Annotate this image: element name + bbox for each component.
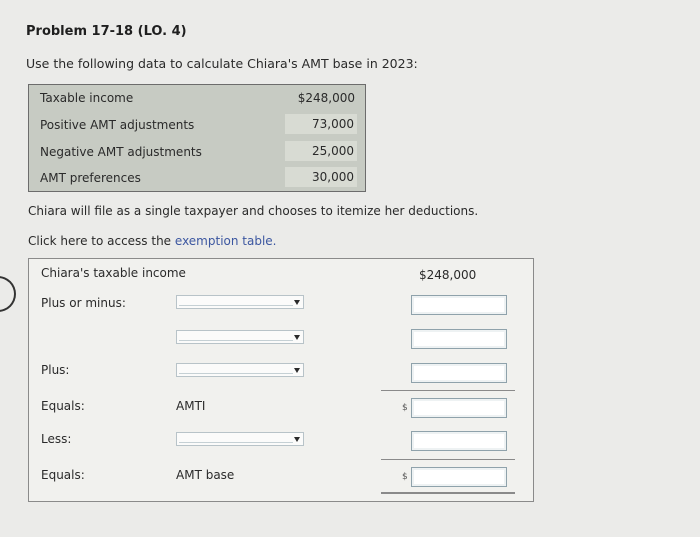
access-prefix: Click here to access the [28,234,175,248]
plus-or-minus-label: Plus or minus: [41,296,126,310]
deduction-select[interactable] [176,432,304,446]
table-row [29,85,365,111]
calculation-panel [28,258,534,502]
amti-input[interactable] [411,398,507,418]
amount-input-3[interactable] [411,363,507,383]
amount-input-1[interactable] [411,295,507,315]
adjustment-select-3[interactable] [176,363,304,377]
row-label: Negative AMT adjustments [40,145,202,159]
data-table [28,84,366,192]
row-value: 25,000 [285,141,357,161]
equals-label: Equals: [41,399,85,413]
table-row [29,165,365,191]
row-label: Positive AMT adjustments [40,118,195,132]
less-label: Less: [41,432,72,446]
row-value: 73,000 [285,114,357,134]
dollar-sign: $ [402,472,408,482]
row-value: $248,000 [297,91,355,105]
table-row [29,139,365,165]
row-value: 30,000 [285,167,357,187]
amti-label: AMTI [176,399,206,413]
row-label: Taxable income [40,91,134,105]
subtotal-rule [381,390,515,391]
exemption-table-access [28,234,277,248]
double-rule [381,492,515,494]
dollar-sign: $ [402,403,408,413]
table-row [29,112,365,138]
amount-input-2[interactable] [411,329,507,349]
cursor-arc-artifact [0,276,16,312]
equals-label-2: Equals: [41,468,85,482]
amt-base-label: AMT base [176,468,235,482]
adjustment-select-2[interactable] [176,330,304,344]
adjustment-select-1[interactable] [176,295,304,309]
row-label: AMT preferences [40,171,141,185]
problem-title: Problem 17-18 (LO. 4) [26,24,187,39]
taxable-income-value: $248,000 [419,268,477,282]
exemption-input[interactable] [411,431,507,451]
filing-note: Chiara will file as a single taxpayer and chooses to itemize her deductions. [28,204,479,218]
taxable-income-label: Chiara's taxable income [41,266,186,280]
total-rule [381,459,515,460]
exemption-table-link[interactable]: exemption table. [174,234,277,248]
plus-label: Plus: [41,363,70,377]
amt-base-input[interactable] [411,467,507,487]
problem-intro: Use the following data to calculate Chiara's AMT base in 2023: [26,56,418,71]
